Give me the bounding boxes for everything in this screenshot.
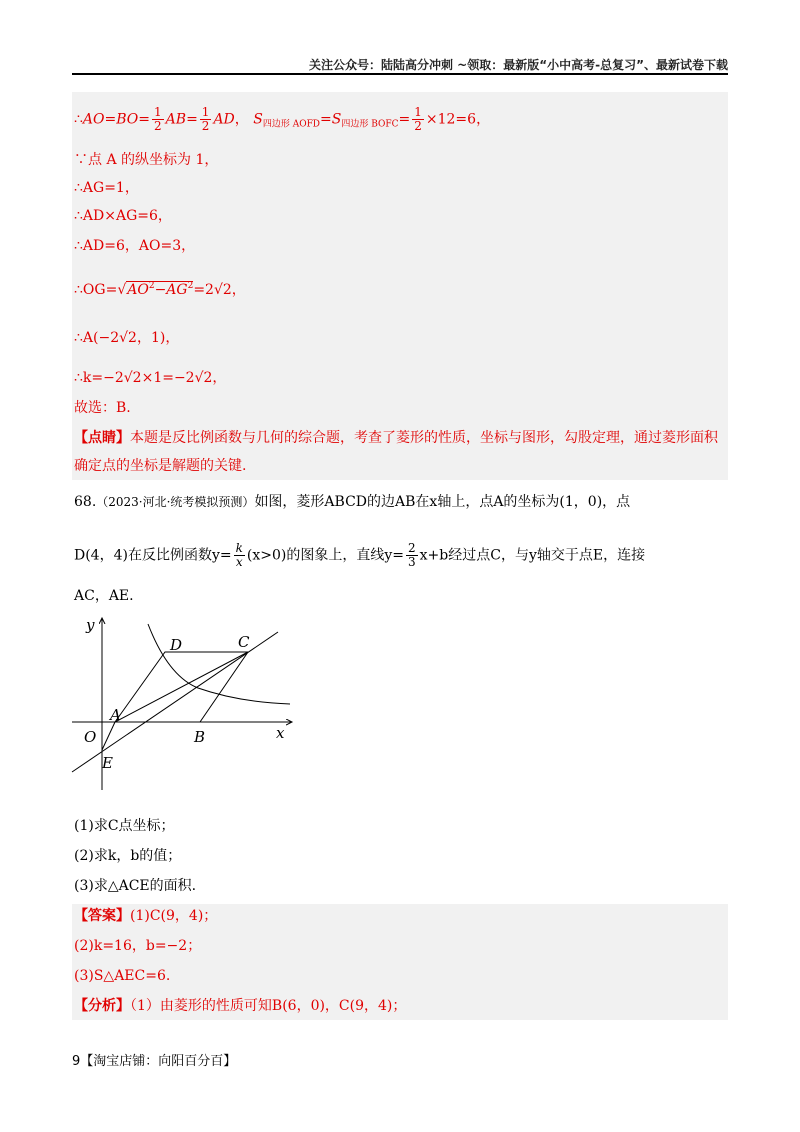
segment-ac: [115, 652, 248, 722]
problem-line-3: AC，AE.: [74, 588, 134, 604]
solution-step-6: $\therefore OG=√AO^2-AG^2=2√2$，: [74, 281, 246, 298]
problem-line-1: 68.（2023·河北·统考模拟预测）如图，菱形ABCD的边AB在x轴上，点A的坐标为(1，0)，点: [74, 494, 631, 510]
label-a: A: [110, 706, 121, 724]
page-header: 关注公众号：陆陆高分冲刺 ~领取：最新版“小中高考-总复习”、最新试卷下载: [309, 58, 728, 72]
header-divider: [72, 73, 728, 75]
label-y: y: [86, 616, 95, 634]
problem-line-2: D(4，4)在反比例函数y= $\frac{k}{x}$ (x>0)的图象上，直线y= $\frac{2}{3}$ x+b经过点C，与y轴交于点E，连接: [74, 541, 646, 569]
comment-line-1: 【点睛】本题是反比例函数与几何的综合题，考查了菱形的性质，坐标与图形，勾股定理，通过菱形面积: [74, 430, 718, 446]
rhombus-figure: [68, 610, 300, 796]
label-x: x: [276, 724, 285, 742]
segment-ae: [102, 722, 115, 750]
solution-choice: 故选：B.: [74, 400, 131, 416]
label-d: D: [170, 636, 183, 654]
question-2: (2)求k，b的值；: [74, 848, 182, 864]
solution-step-7: ∴A(−2√2，1)，: [74, 330, 180, 346]
solution-step-1: ∴AO=BO= $\frac{1}{2}$ AB= $\frac{1}{2}$ AD， $S_{四边形 AOFD}=S_{四边形 BOFC}=$ $\frac{1}{2}$ ×12=6，: [74, 105, 491, 133]
answer-line-1: 【答案】(1)C(9，4)；: [74, 908, 218, 924]
answer-line-3: (3)S△AEC=6.: [74, 968, 171, 984]
answer-line-2: (2)k=16，b=−2；: [74, 938, 202, 954]
label-b: B: [194, 728, 206, 746]
page-footer: 9【淘宝店铺：向阳百分百】: [72, 1054, 237, 1069]
comment-line-2: 确定点的坐标是解题的关键.: [74, 458, 247, 474]
label-e: E: [102, 754, 113, 772]
solution-step-3: ∴AG=1，: [74, 180, 139, 196]
question-1: (1)求C点坐标；: [74, 818, 175, 834]
label-c: C: [238, 633, 250, 651]
solution-step-4: ∴AD×AG=6，: [74, 208, 172, 224]
solution-step-2: ∵点 A 的纵坐标为 1，: [74, 152, 219, 168]
label-o: O: [84, 728, 97, 746]
analysis-line: 【分析】（1）由菱形的性质可知B(6，0)，C(9，4)；: [74, 998, 407, 1014]
solution-step-5: ∴AD=6，AO=3，: [74, 238, 196, 254]
question-3: (3)求△ACE的面积.: [74, 878, 197, 894]
solution-step-8: ∴k=−2√2×1=−2√2，: [74, 370, 227, 386]
